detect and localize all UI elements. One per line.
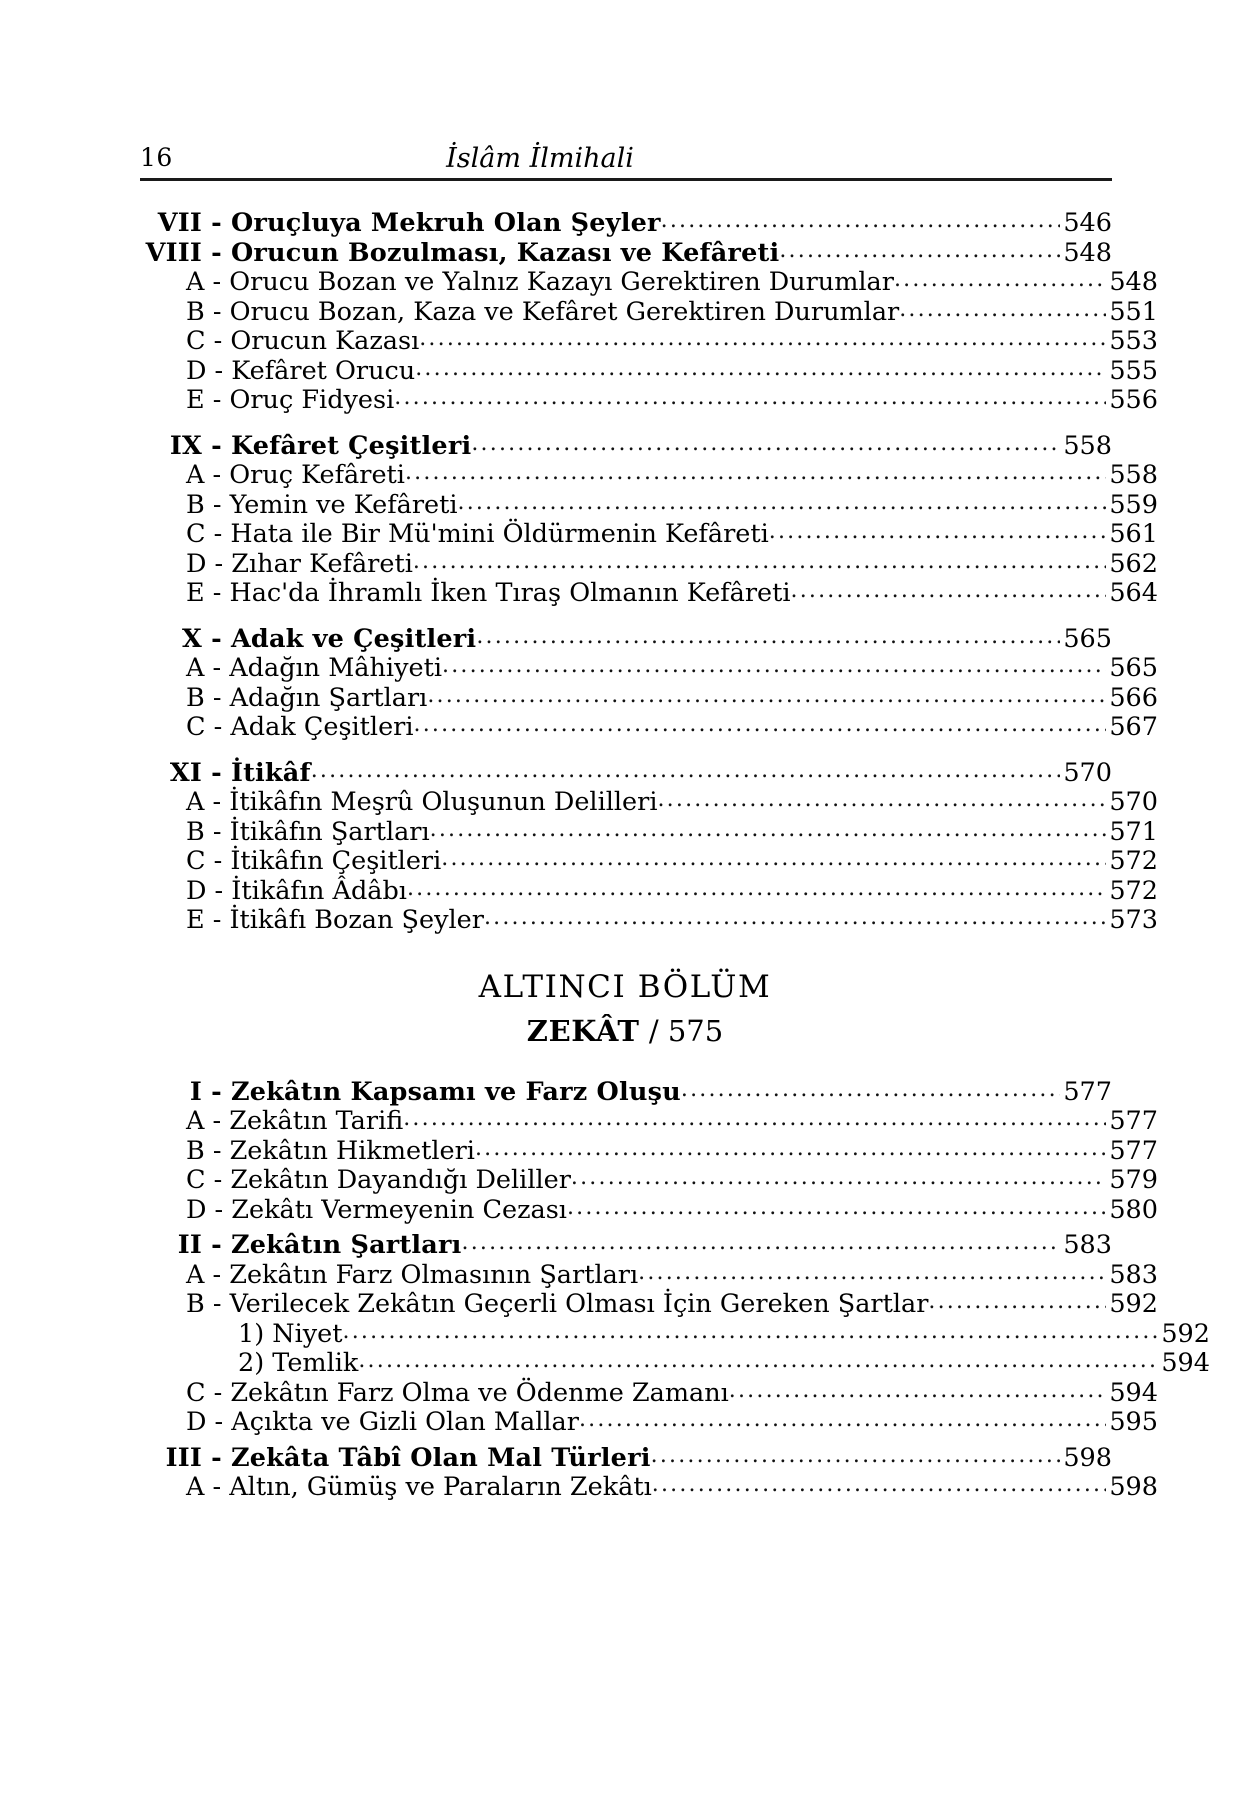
toc-entry-page: 571 — [1109, 816, 1158, 847]
toc-entry-number: B — [186, 1135, 205, 1166]
toc-entry-label: D - İtikâfın Âdâbı — [186, 875, 407, 906]
toc-entry-label: 2) Temlik — [238, 1348, 359, 1379]
toc-entry-label: VII - Oruçluya Mekruh Olan Şeyler — [140, 211, 661, 237]
toc-dot-leader — [652, 1474, 1106, 1496]
toc-entry-page: 556 — [1109, 385, 1158, 415]
toc-entry[interactable] — [140, 460, 1158, 490]
toc-entry-number: D — [186, 355, 207, 386]
toc-entry-number: C — [186, 712, 206, 742]
toc-entry-label: B - Zekâtın Hikmetleri — [186, 1135, 475, 1166]
toc-entry[interactable] — [140, 519, 1158, 549]
chapter-separator: / — [639, 1014, 668, 1049]
toc-entry-page: 577 — [1109, 1106, 1158, 1137]
toc-entry[interactable] — [140, 623, 1112, 654]
toc-entry-page: 583 — [1063, 1230, 1112, 1261]
toc-entry-label: E - Hac'da İhramlı İken Tıraş Olmanın Kefâreti — [186, 578, 791, 608]
toc-entry-number: B — [186, 816, 205, 847]
toc-entry-page: 594 — [1109, 1377, 1158, 1408]
toc-entry-number: B — [186, 489, 205, 520]
toc-entry-number: C — [186, 519, 206, 549]
toc-entry-page: 572 — [1109, 875, 1158, 906]
toc-entry-page: 564 — [1109, 578, 1158, 608]
toc-entry-page: 570 — [1109, 787, 1158, 817]
toc-entry-number: D — [186, 548, 207, 579]
toc-entry-label: I - Zekâtın Kapsamı ve Farz Oluşu — [140, 1080, 681, 1106]
toc-entry[interactable] — [140, 846, 1158, 876]
toc-entry-label: D - Kefâret Orucu — [186, 355, 416, 386]
toc-entry[interactable] — [140, 489, 1158, 520]
toc-entry[interactable] — [140, 1259, 1158, 1290]
toc-dot-leader — [403, 1108, 1106, 1130]
toc-entry-label: B - Orucu Bozan, Kaza ve Kefâret Gerektiren Durumlar — [186, 296, 900, 327]
toc-dot-leader — [311, 760, 1060, 782]
toc-entry-page: 583 — [1109, 1259, 1158, 1290]
toc-entry[interactable] — [140, 1318, 1210, 1349]
toc-entry[interactable] — [140, 237, 1112, 268]
toc-dot-leader — [657, 789, 1106, 811]
toc-entry-number: III — [165, 1442, 202, 1473]
toc-list-oruc — [140, 208, 1158, 935]
toc-entry-number: E — [186, 578, 205, 608]
toc-entry-page: 558 — [1063, 430, 1112, 461]
toc-dot-leader — [661, 210, 1060, 232]
toc-entry-label: A - Altın, Gümüş ve Paraların Zekâtı — [186, 1472, 652, 1503]
folio-number: 16 — [140, 143, 173, 172]
toc-entry-number: E — [186, 385, 205, 415]
toc-entry-label: D - Açıkta ve Gizli Olan Mallar — [186, 1407, 579, 1438]
toc-entry-label: A - Adağın Mâhiyeti — [186, 653, 442, 683]
toc-entry-number: B — [186, 682, 205, 713]
toc-entry-label: X - Adak ve Çeşitleri — [140, 627, 476, 653]
chapter-subject: ZEKÂT — [526, 1014, 640, 1049]
toc-dot-leader — [928, 1291, 1106, 1313]
chapter-divider — [140, 968, 1120, 1054]
toc-dot-leader — [779, 240, 1060, 262]
toc-entry-number: A — [186, 1472, 205, 1503]
toc-entry[interactable] — [140, 355, 1158, 386]
book-title: İslâm İlmihali — [446, 143, 634, 174]
toc-entry-label: B - Verilecek Zekâtın Geçerli Olması İçin Gereken Şartlar — [186, 1289, 929, 1320]
toc-entry-label: C - Hata ile Bir Mü'mini Öldürmenin Kefâreti — [186, 519, 769, 549]
toc-entry-page: 598 — [1063, 1442, 1112, 1473]
toc-entry-page: 548 — [1063, 237, 1112, 268]
toc-dot-leader — [419, 328, 1106, 350]
running-header — [140, 120, 1120, 176]
toc-dot-leader — [441, 848, 1106, 870]
toc-entry-page: 592 — [1109, 1289, 1158, 1320]
toc-entry[interactable] — [140, 1230, 1112, 1261]
toc-dot-leader — [394, 387, 1106, 409]
toc-entry[interactable] — [140, 430, 1112, 461]
toc-dot-leader — [442, 655, 1106, 677]
toc-dot-leader — [579, 1409, 1106, 1431]
toc-dot-leader — [899, 299, 1106, 321]
toc-entry[interactable] — [140, 682, 1158, 713]
toc-entry-number: A — [186, 460, 205, 490]
toc-entry-label: B - Yemin ve Kefâreti — [186, 489, 458, 520]
toc-entry-number: IX — [169, 430, 202, 461]
toc-entry-number: E — [186, 905, 205, 935]
toc-entry-number: D — [186, 1407, 207, 1438]
toc-entry[interactable] — [140, 757, 1112, 788]
toc-dot-leader — [894, 269, 1106, 291]
toc-entry[interactable] — [140, 1289, 1158, 1320]
toc-entry[interactable] — [140, 1135, 1158, 1166]
toc-entry[interactable] — [140, 1442, 1112, 1473]
toc-entry-page: 594 — [1161, 1348, 1210, 1379]
toc-entry-label: A - Zekâtın Tarifi — [186, 1106, 404, 1137]
page-content — [140, 120, 1210, 1505]
toc-dot-leader — [415, 358, 1106, 380]
toc-entry-page: 565 — [1109, 653, 1158, 683]
chapter-start-page: 575 — [667, 1014, 724, 1049]
toc-entry-number: C — [186, 1165, 206, 1196]
toc-entry-number: A — [186, 1106, 205, 1137]
toc-entry-label: E - İtikâfı Bozan Şeyler — [186, 905, 484, 935]
toc-dot-leader — [427, 685, 1106, 707]
chapter-name: ALTINCI BÖLÜM — [478, 968, 772, 1005]
toc-dot-leader — [343, 1321, 1158, 1343]
toc-entry-label: II - Zekâtın Şartları — [140, 1233, 462, 1259]
toc-dot-leader — [475, 1138, 1106, 1160]
toc-entry[interactable] — [140, 905, 1158, 935]
toc-entry-label: A - Orucu Bozan ve Yalnız Kazayı Gerektiren Durumlar — [186, 267, 894, 297]
toc-entry[interactable] — [140, 653, 1158, 683]
toc-entry[interactable] — [140, 385, 1158, 415]
toc-entry-page: 567 — [1109, 712, 1158, 742]
toc-entry-number: A — [186, 653, 205, 683]
toc-entry-page: 559 — [1109, 489, 1158, 520]
toc-dot-leader — [638, 1262, 1106, 1284]
toc-entry-number: VIII — [145, 237, 202, 268]
toc-entry-page: 570 — [1063, 757, 1112, 788]
toc-entry-number: C — [186, 1377, 206, 1408]
toc-entry-number: X — [182, 623, 202, 654]
toc-entry-page: 546 — [1063, 208, 1112, 238]
toc-entry-label: C - Adak Çeşitleri — [186, 712, 414, 742]
toc-entry[interactable] — [140, 1472, 1158, 1503]
toc-entry-label: A - Oruç Kefâreti — [186, 460, 405, 490]
toc-entry-label: C - İtikâfın Çeşitleri — [186, 846, 442, 876]
toc-entry-label: E - Oruç Fidyesi — [186, 385, 395, 415]
toc-entry-label: A - İtikâfın Meşrû Oluşunun Delilleri — [186, 787, 658, 817]
toc-list-zekat — [140, 1076, 1210, 1503]
toc-entry[interactable] — [140, 875, 1158, 906]
toc-dot-leader — [462, 1232, 1060, 1254]
toc-entry[interactable] — [140, 296, 1158, 327]
toc-entry-number: A — [186, 1259, 205, 1290]
toc-entry-page: 595 — [1109, 1407, 1158, 1438]
toc-entry-page: 558 — [1109, 460, 1158, 490]
toc-entry-number: C — [186, 846, 206, 876]
toc-dot-leader — [729, 1380, 1106, 1402]
toc-entry[interactable] — [140, 326, 1158, 356]
toc-entry-number: I — [189, 1076, 202, 1107]
toc-dot-leader — [414, 714, 1106, 736]
toc-entry[interactable] — [140, 787, 1158, 817]
toc-dot-leader — [413, 551, 1106, 573]
toc-entry-number: II — [177, 1230, 202, 1261]
toc-entry-page: 573 — [1109, 905, 1158, 935]
toc-entry-page: 551 — [1109, 296, 1158, 327]
toc-entry-label: 1) Niyet — [238, 1318, 343, 1349]
toc-entry-page: 555 — [1109, 355, 1158, 386]
toc-entry-page: 562 — [1109, 548, 1158, 579]
toc-entry[interactable] — [140, 1407, 1158, 1438]
toc-dot-leader — [358, 1350, 1158, 1372]
toc-entry[interactable] — [140, 1194, 1158, 1225]
header-rule — [140, 178, 1112, 181]
toc-entry[interactable] — [140, 712, 1158, 742]
toc-entry-number: D — [186, 875, 207, 906]
toc-entry-label: VIII - Orucun Bozulması, Kazası ve Kefâreti — [140, 241, 779, 267]
toc-entry-number: A — [186, 787, 205, 817]
chapter-subject-line — [140, 1010, 1110, 1054]
toc-entry-label: III - Zekâta Tâbî Olan Mal Türleri — [140, 1446, 651, 1472]
toc-entry-number: 2) — [238, 1348, 265, 1379]
toc-entry-label: B - İtikâfın Şartları — [186, 816, 430, 847]
toc-dot-leader — [769, 521, 1106, 543]
toc-dot-leader — [407, 878, 1106, 900]
toc-entry-number: VII — [157, 208, 202, 238]
toc-entry-number: D — [186, 1194, 207, 1225]
toc-entry-label: IX - Kefâret Çeşitleri — [140, 434, 471, 460]
toc-entry[interactable] — [140, 1165, 1158, 1196]
toc-entry-number: B — [186, 296, 205, 327]
toc-entry[interactable] — [140, 208, 1112, 238]
toc-entry[interactable] — [140, 1106, 1158, 1137]
toc-entry[interactable] — [140, 816, 1158, 847]
toc-entry-page: 577 — [1109, 1135, 1158, 1166]
toc-entry-number: C — [186, 326, 206, 356]
toc-entry-page: 592 — [1161, 1318, 1210, 1349]
toc-dot-leader — [651, 1445, 1060, 1467]
toc-entry-page: 572 — [1109, 846, 1158, 876]
toc-entry-page: 566 — [1109, 682, 1158, 713]
toc-entry-page: 598 — [1109, 1472, 1158, 1503]
toc-entry-number: XI — [169, 757, 202, 788]
toc-dot-leader — [791, 580, 1106, 602]
toc-dot-leader — [476, 626, 1060, 648]
toc-entry[interactable] — [140, 1076, 1112, 1107]
toc-entry-page: 580 — [1109, 1194, 1158, 1225]
toc-entry-page: 561 — [1109, 519, 1158, 549]
toc-entry[interactable] — [140, 578, 1158, 608]
toc-entry-label: C - Zekâtın Farz Olma ve Ödenme Zamanı — [186, 1377, 729, 1408]
toc-entry-label: A - Zekâtın Farz Olmasının Şartları — [186, 1259, 639, 1290]
toc-dot-leader — [405, 462, 1106, 484]
toc-dot-leader — [430, 819, 1106, 841]
toc-entry-label: C - Zekâtın Dayandığı Deliller — [186, 1165, 571, 1196]
toc-entry-label: C - Orucun Kazası — [186, 326, 420, 356]
toc-entry-page: 579 — [1109, 1165, 1158, 1196]
toc-entry[interactable] — [140, 1348, 1210, 1379]
toc-dot-leader — [567, 1197, 1106, 1219]
toc-dot-leader — [681, 1079, 1060, 1101]
toc-dot-leader — [458, 492, 1106, 514]
toc-entry-page: 548 — [1109, 267, 1158, 297]
toc-entry[interactable] — [140, 267, 1158, 297]
toc-entry-label: D - Zıhar Kefâreti — [186, 548, 413, 579]
toc-entry-page: 577 — [1063, 1076, 1112, 1107]
toc-entry-label: D - Zekâtı Vermeyenin Cezası — [186, 1194, 567, 1225]
toc-dot-leader — [571, 1167, 1106, 1189]
toc-entry-page: 553 — [1109, 326, 1158, 356]
toc-entry-number: 1) — [238, 1318, 265, 1349]
toc-entry-label: B - Adağın Şartları — [186, 682, 428, 713]
toc-entry-page: 565 — [1063, 623, 1112, 654]
toc-entry[interactable] — [140, 548, 1158, 579]
toc-entry-number: A — [186, 267, 205, 297]
toc-dot-leader — [471, 433, 1060, 455]
toc-entry[interactable] — [140, 1377, 1158, 1408]
toc-dot-leader — [484, 907, 1106, 929]
toc-entry-number: B — [186, 1289, 205, 1320]
toc-entry-label: XI - İtikâf — [140, 761, 311, 787]
